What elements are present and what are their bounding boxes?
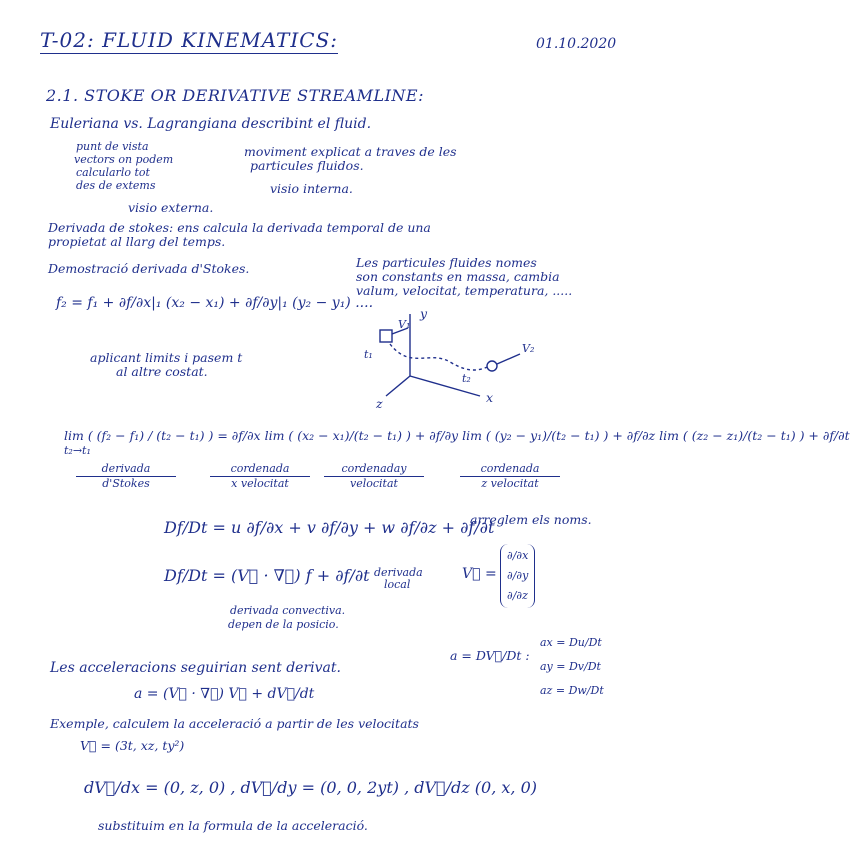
equation-ax: ax = Du/Dt xyxy=(540,636,602,649)
note-visio-interna: visio interna. xyxy=(270,181,353,196)
note-substituim: substituim en la formula de la acceleració. xyxy=(98,818,368,833)
brace-label-stokes-2: d'Stokes xyxy=(102,477,150,490)
nabla-y: ∂/∂y xyxy=(507,569,529,582)
note-calcular: calcularlo tot xyxy=(76,166,150,179)
axis-z-line xyxy=(386,376,410,396)
demostracio-label: Demostració derivada d'Stokes. xyxy=(48,261,250,276)
section-heading: 2.1. STOKE OR DERIVATIVE STREAMLINE: xyxy=(46,86,424,105)
particles-note-1: Les particules fluides nomes xyxy=(356,255,537,270)
diagram-v2-label: V₂ xyxy=(522,342,535,355)
note-acceleracions: Les acceleracions seguirian sent derivat. xyxy=(50,660,341,676)
particle-trajectory xyxy=(390,344,490,370)
equation-limit-subscript: t₂→t₁ xyxy=(64,444,91,457)
nabla-vector xyxy=(500,544,535,608)
particle-1-cube xyxy=(380,330,392,342)
particle-path-diagram xyxy=(360,300,560,410)
note-vectors: vectors on podem xyxy=(74,153,174,166)
note-derivada-local-2: local xyxy=(384,578,411,591)
equation-material-derivative-1: Df/Dt = u ∂f/∂x + v ∂f/∂y + w ∂f/∂z + ∂f/∂t xyxy=(164,518,495,537)
note-particules: particules fluidos. xyxy=(250,158,364,173)
diagram-t2-label: t₂ xyxy=(462,372,471,385)
diagram-axis-z: z xyxy=(376,396,383,411)
equation-limits: lim ( (f₂ − f₁) / (t₂ − t₁) ) = ∂f/∂x lim ( (x₂ − x₁)/(t₂ − t₁) ) + ∂f/∂y lim ( (y₂ − y₁)/(t₂ − t₁) ) + ∂f/∂z lim ( (z₂ − z₁)/(t₂ − t₁) ) + ∂f/∂t xyxy=(64,428,850,443)
diagram-axis-x: x xyxy=(486,390,494,405)
nabla-z: ∂/∂z xyxy=(507,589,528,602)
note-punt-vista: punt de vista xyxy=(76,140,149,153)
diagram-v1-label: V₁ xyxy=(398,318,411,331)
diagram-axis-y: y xyxy=(420,306,428,321)
page-title: T-02: FLUID KINEMATICS: xyxy=(40,28,339,52)
equation-material-derivative-2: Df/Dt = (V⃗ · ∇⃗) f + ∂f/∂t xyxy=(164,566,370,585)
brace-label-y-2: velocitat xyxy=(350,477,398,490)
brace-label-z-1: cordenada xyxy=(460,462,560,477)
note-derivada-local-1: derivada xyxy=(374,566,423,579)
particles-note-3: valum, velocitat, temperatura, ..... xyxy=(356,283,573,298)
brace-label-stokes-1: derivada xyxy=(76,462,176,477)
brace-label-y-1: cordenaday xyxy=(324,462,424,477)
page-date: 01.10.2020 xyxy=(536,36,617,52)
particle-2-marker xyxy=(487,361,497,371)
equation-velocity-field: V⃗ = (3t, xz, ty²) xyxy=(80,738,185,753)
stokes-definition-2: propietat al llarg del temps. xyxy=(48,234,226,249)
particles-note-2: son constants en massa, cambia xyxy=(356,269,560,284)
equation-a-def: a = DV⃗/Dt : xyxy=(450,648,530,663)
note-moviment: moviment explicat a traves de les xyxy=(244,144,457,159)
brace-label-x-1: cordenada xyxy=(210,462,310,477)
equation-ay: ay = Dv/Dt xyxy=(540,660,601,673)
equation-az: az = Dw/Dt xyxy=(540,684,604,697)
brace-label-stokes xyxy=(76,462,176,490)
nabla-x: ∂/∂x xyxy=(507,549,529,562)
note-extems: des de extems xyxy=(76,179,156,192)
note-visio-externa: visio externa. xyxy=(128,200,214,215)
limits-note-1: aplicant limits i pasem t xyxy=(90,350,243,365)
brace-label-z-2: z velocitat xyxy=(481,477,539,490)
equation-velocity-derivatives: dV⃗/dx = (0, z, 0) , dV⃗/dy = (0, 0, 2yt) , dV⃗/dz (0, x, 0) xyxy=(84,778,538,797)
equation-f2-expansion: f₂ = f₁ + ∂f/∂x|₁ (x₂ − x₁) + ∂f/∂y|₁ (y₂ − y₁) .... xyxy=(56,295,374,311)
brace-label-y xyxy=(324,462,424,490)
note-convectiva-1: derivada convectiva. xyxy=(230,604,346,617)
brace-label-z xyxy=(460,462,560,490)
note-convectiva-2: depen de la posicio. xyxy=(228,618,339,631)
equation-nabla-label: V⃗ = xyxy=(462,566,497,582)
note-arreglem: arreglem els noms. xyxy=(470,512,592,527)
stokes-definition-1: Derivada de stokes: ens calcula la derivada temporal de una xyxy=(48,220,431,235)
velocity-2-arrow xyxy=(497,354,520,364)
equation-acceleration: a = (V⃗ · ∇⃗) V⃗ + dV⃗/dt xyxy=(134,686,315,702)
diagram-t1-label: t₁ xyxy=(364,348,373,361)
brace-label-x xyxy=(210,462,310,490)
limits-note-2: al altre costat. xyxy=(116,364,208,379)
note-euler-lagrange: Euleriana vs. Lagrangiana describint el fluid. xyxy=(50,116,372,132)
brace-label-x-2: x velocitat xyxy=(231,477,289,490)
note-exemple: Exemple, calculem la acceleració a partir de les velocitats xyxy=(50,716,419,731)
